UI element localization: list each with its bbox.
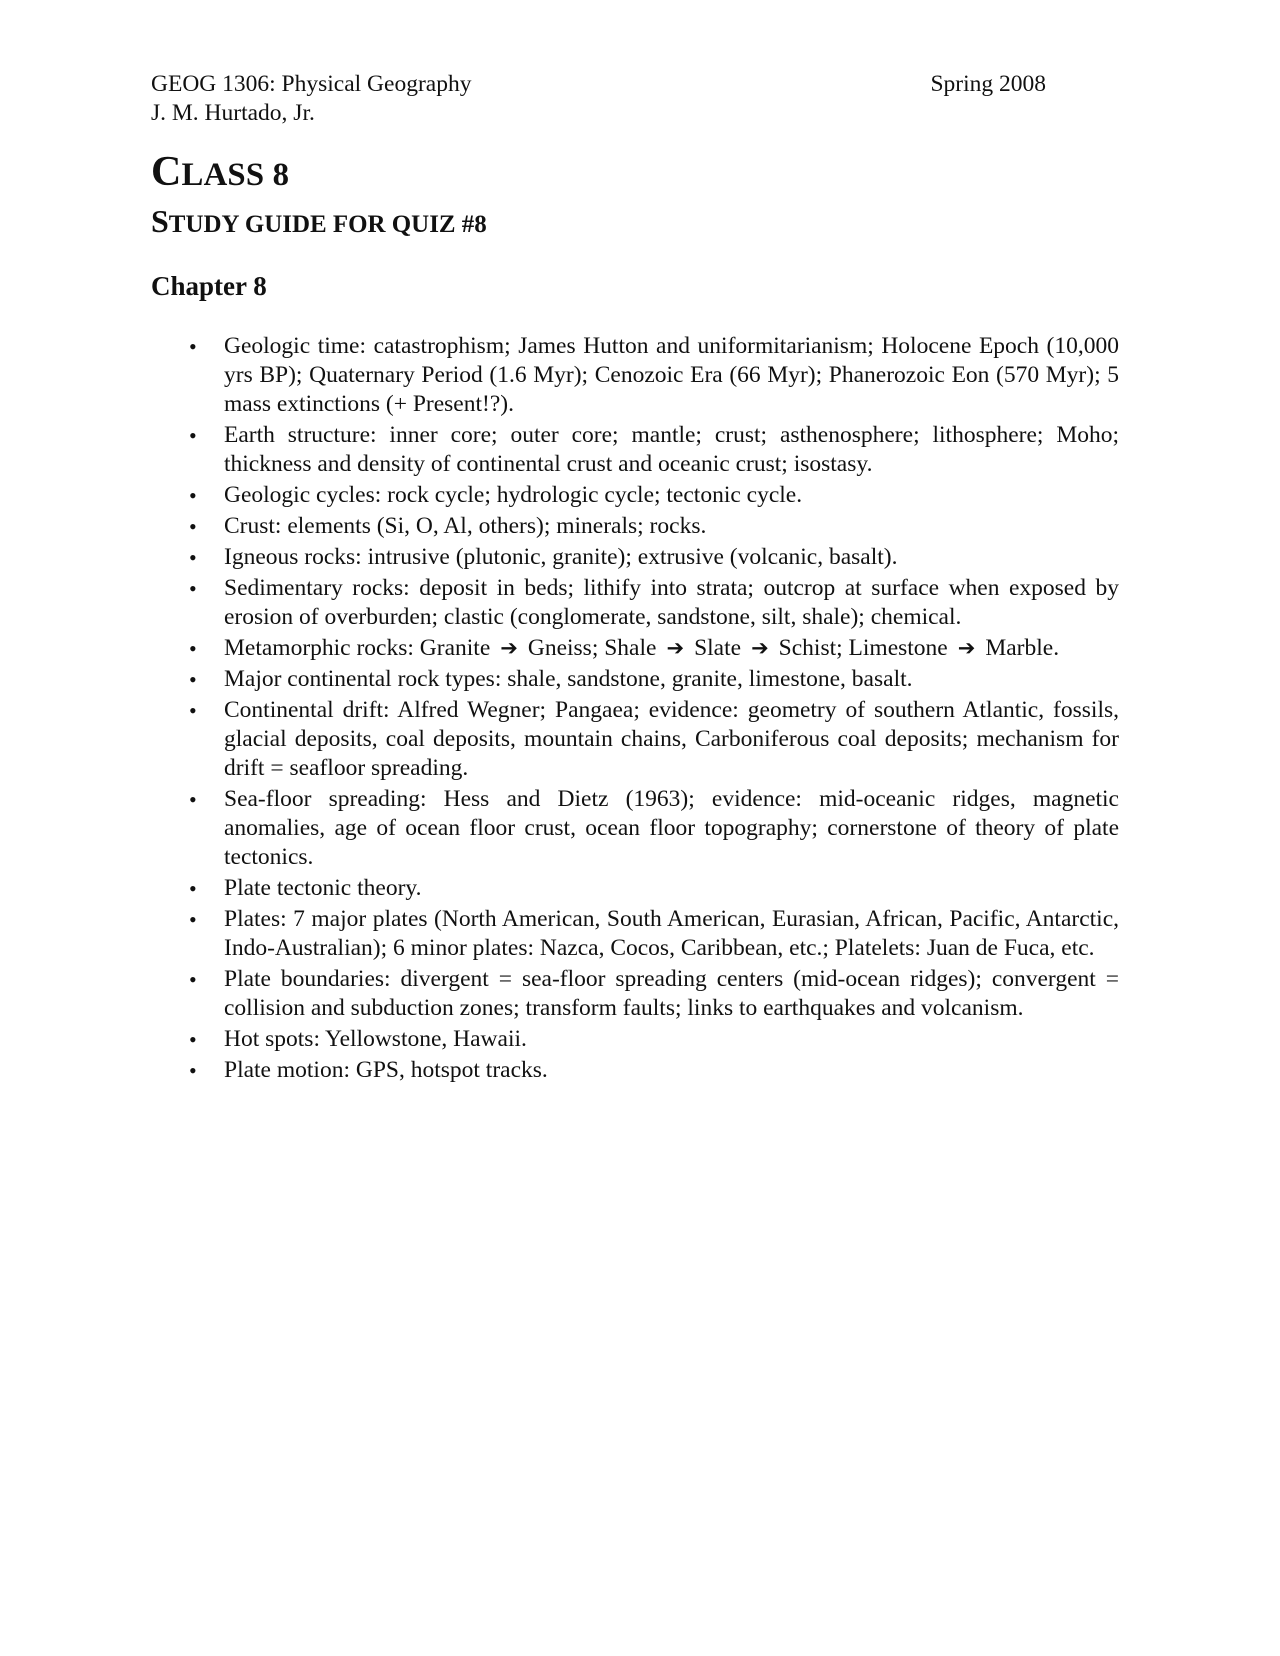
- author: J. M. Hurtado, Jr.: [151, 100, 315, 126]
- bullet-icon: •: [189, 334, 197, 359]
- bullet-icon: •: [189, 545, 197, 570]
- bullet-icon: •: [189, 876, 197, 901]
- bullet-icon: •: [189, 1027, 197, 1052]
- list-item: • Plate motion: GPS, hotspot tracks.: [189, 1057, 548, 1083]
- bullet-icon: •: [189, 576, 197, 601]
- course-title: GEOG 1306: Physical Geography: [151, 71, 472, 97]
- list-item: • Major continental rock types: shale, sandstone, granite, limestone, basalt.: [189, 666, 913, 692]
- chapter-heading: Chapter 8: [151, 271, 267, 301]
- list-item: • Crust: elements (Si, O, Al, others); minerals; rocks.: [189, 513, 707, 539]
- bullet-icon: •: [189, 667, 197, 692]
- list-item: • Earth structure: inner core; outer core; mantle; crust; asthenosphere; lithosphere; Moho; thickness and density of continental crust and oceanic crust; isostasy.: [189, 422, 1119, 477]
- list-item: • Igneous rocks: intrusive (plutonic, granite); extrusive (volcanic, basalt).: [189, 544, 898, 570]
- arrow-icon: ➔: [957, 636, 976, 660]
- list-item-metamorphic: • Metamorphic rocks: Granite ➔ Gneiss; Shale ➔ Slate ➔ Schist; Limestone ➔ Marble.: [189, 635, 1060, 661]
- list-item: • Plate tectonic theory.: [189, 875, 422, 901]
- list-item: • Hot spots: Yellowstone, Hawaii.: [189, 1026, 527, 1052]
- arrow-icon: ➔: [666, 636, 685, 660]
- header-row: [151, 70, 1046, 99]
- bullet-icon: •: [189, 907, 197, 932]
- list-item: • Plate boundaries: divergent = sea-floor spreading centers (mid-ocean ridges); convergent = collision and subduction zones; transform faults; links to earthquakes and volcanism.: [189, 966, 1119, 1021]
- bullet-list: [151, 332, 1119, 1085]
- term: Spring 2008: [930, 71, 1046, 97]
- bullet-icon: •: [189, 967, 197, 992]
- list-item: • Sedimentary rocks: deposit in beds; lithify into strata; outcrop at surface when exposed by erosion of overburden; clastic (conglomerate, sandstone, silt, shale); chemical.: [189, 575, 1119, 630]
- bullet-icon: •: [189, 423, 197, 448]
- bullet-icon: •: [189, 787, 197, 812]
- list-item: • Sea-floor spreading: Hess and Dietz (1963); evidence: mid-oceanic ridges, magnetic anomalies, age of ocean floor crust, ocean floor topography; cornerstone of theory of plate tectonics.: [189, 786, 1119, 870]
- study-guide-title: STUDY GUIDE FOR QUIZ #8: [151, 203, 487, 239]
- arrow-icon: ➔: [500, 636, 518, 660]
- list-item: • Continental drift: Alfred Wegner; Pangaea; evidence: geometry of southern Atlantic, fossils, glacial deposits, coal deposits, mountain chains, Carboniferous coal deposits; mechanism for drift = seafloor spreading.: [189, 697, 1119, 781]
- bullet-icon: •: [189, 636, 197, 661]
- list-item: • Plates: 7 major plates (North American, South American, Eurasian, African, Pacific, Antarctic, Indo-Australian); 6 minor plates: Nazca, Cocos, Caribbean, etc.; Platelets: Juan de Fuca, etc.: [189, 906, 1119, 961]
- bullet-icon: •: [189, 514, 197, 539]
- list-item: • Geologic time: catastrophism; James Hutton and uniformitarianism; Holocene Epoch (10,000 yrs BP); Quaternary Period (1.6 Myr); Cenozoic Era (66 Myr); Phanerozoic Eon (570 Myr); 5 mass extinctions (+ Present!?).: [189, 333, 1119, 417]
- bullet-icon: •: [189, 1058, 197, 1083]
- list-item: • Geologic cycles: rock cycle; hydrologic cycle; tectonic cycle.: [189, 482, 803, 508]
- class-title: CLASS 8: [151, 149, 290, 195]
- arrow-icon: ➔: [751, 636, 769, 660]
- bullet-icon: •: [189, 483, 197, 508]
- bullet-icon: •: [189, 698, 197, 723]
- document-page: [151, 70, 1119, 1087]
